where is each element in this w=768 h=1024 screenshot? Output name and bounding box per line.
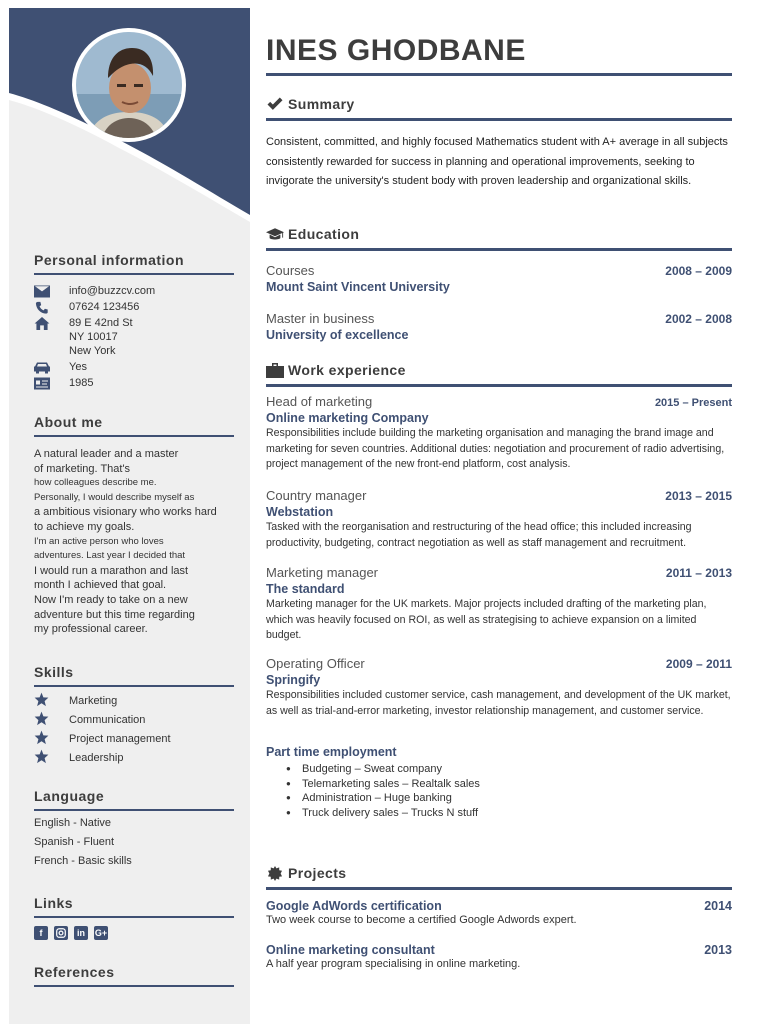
education-dates: 2008 – 2009: [665, 264, 732, 278]
work-role: Marketing manager: [266, 565, 378, 580]
email-value[interactable]: info@buzzcv.com: [69, 285, 156, 297]
projects-title: Projects: [288, 865, 347, 881]
skills-title: Skills: [34, 664, 234, 687]
about-line: Personally, I would describe myself as: [34, 491, 195, 503]
skill-label: Marketing: [69, 695, 118, 707]
about-line: how colleagues describe me.: [34, 477, 157, 489]
about-line: adventures. Last year I decided that: [34, 550, 186, 562]
project-description: A half year program specialising in online marketing.: [266, 958, 521, 970]
references-title: References: [34, 964, 234, 987]
skill-item: [34, 693, 234, 709]
project-description: Two week course to become a certified Google Adwords expert.: [266, 914, 577, 926]
education-entry: [266, 263, 732, 294]
birth-year-row: [34, 376, 234, 390]
projects-header: [266, 865, 732, 890]
work-company: Online marketing Company: [266, 411, 429, 425]
education-header: [266, 226, 732, 251]
skill-item: [34, 731, 234, 747]
summary-title: Summary: [288, 96, 355, 112]
work-description: Tasked with the reorganisation and restructuring of the head office; this included increasing productivity, budgeting, contract negotiation as well as staff management and recruitment.: [266, 521, 692, 549]
star-icon: [34, 711, 69, 729]
skill-label: Project management: [69, 733, 171, 745]
social-links: [34, 926, 234, 940]
personal-info-section: [34, 252, 234, 390]
skill-label: Communication: [69, 714, 146, 726]
project-year: 2013: [704, 943, 732, 957]
home-icon: [34, 316, 69, 330]
work-description: Responsibilities included customer service, cash management, and development of the UK market, as well as trial-and-error marketing, investor relationship management, and customer service.: [266, 689, 731, 717]
work-header: [266, 362, 732, 387]
list-item: ● Telemarketing sales – Realtalk sales: [286, 777, 480, 792]
education-school: University of excellence: [266, 328, 409, 342]
work-company: Springify: [266, 673, 321, 687]
briefcase-icon: [266, 363, 288, 378]
work-entry: [266, 656, 732, 719]
language-title: Language: [34, 788, 234, 811]
project-year: 2014: [704, 899, 732, 913]
about-line: I'm an active person who loves: [34, 535, 164, 547]
language-item: French - Basic skills: [34, 855, 132, 867]
work-role: Operating Officer: [266, 656, 365, 671]
education-dates: 2002 – 2008: [665, 312, 732, 326]
language-item: English - Native: [34, 817, 112, 829]
birth-year-value: 1985: [69, 377, 94, 389]
about-line: I would run a marathon and last: [34, 564, 189, 577]
about-line: Now I'm ready to take on a new: [34, 593, 188, 606]
id-card-icon: [34, 376, 69, 390]
star-icon: [34, 749, 69, 767]
phone-icon: [34, 300, 69, 314]
about-text: [34, 447, 234, 637]
work-description: Responsibilities include building the marketing organisation and managing the brand image and marketing for seven countries. Additional duties: negotiation and procurement of radio advertising, project management of the new front-end platform, cost analysis.: [266, 427, 725, 470]
work-title: Work experience: [288, 362, 406, 378]
skill-label: Leadership: [69, 752, 124, 764]
work-company: The standard: [266, 582, 345, 596]
about-line: to achieve my goals.: [34, 520, 135, 533]
project-title: Google AdWords certification: [266, 899, 442, 913]
envelope-icon: [34, 284, 69, 298]
about-line: A natural leader and a master: [34, 448, 179, 460]
sidebar: [9, 8, 250, 1024]
list-item: ● Truck delivery sales – Trucks N stuff: [286, 806, 480, 821]
work-role: Country manager: [266, 488, 367, 503]
phone-value[interactable]: 07624 123456: [69, 301, 140, 313]
graduation-cap-icon: [266, 227, 288, 242]
skill-item: [34, 712, 234, 728]
address-line-2: NY 10017: [69, 331, 118, 343]
work-dates: 2011 – 2013: [665, 566, 732, 580]
project-entry: [266, 899, 732, 926]
language-section: [34, 788, 234, 869]
car-icon: [34, 360, 69, 374]
language-item: Spanish - Fluent: [34, 836, 115, 848]
work-entry: [266, 488, 732, 551]
avatar: [72, 28, 186, 142]
summary-header: [266, 96, 732, 121]
email-row: [34, 284, 234, 298]
education-degree: Master in business: [266, 311, 375, 326]
google-plus-icon[interactable]: G+: [94, 928, 108, 938]
about-section: [34, 414, 234, 637]
check-icon: [266, 97, 288, 112]
skills-section: [34, 664, 234, 766]
references-section: [34, 964, 234, 987]
about-line: month I achieved that goal.: [34, 579, 167, 592]
address-line-3: New York: [69, 345, 116, 357]
about-line: my professional career.: [34, 623, 148, 636]
address-line-1: 89 E 42nd St: [69, 317, 133, 329]
project-entry: [266, 943, 732, 970]
about-line: adventure but this time regarding: [34, 608, 195, 621]
work-entry: [266, 394, 732, 473]
gear-icon: [266, 866, 288, 881]
summary-text: Consistent, committed, and highly focused Mathematics student with A+ average in all subjects consistently rewarded for success in planning and operational improvements, seeking to invigorate the university's student body with proven leadership and organizational skills.: [266, 136, 728, 187]
work-role: Head of marketing: [266, 394, 373, 409]
education-school: Mount Saint Vincent University: [266, 280, 450, 294]
about-line: of marketing. That's: [34, 462, 131, 475]
education-degree: Courses: [266, 263, 315, 278]
address-value: [69, 316, 133, 358]
about-line: a ambitious visionary who works hard: [34, 506, 217, 519]
work-company: Webstation: [266, 505, 334, 519]
skill-item: [34, 750, 234, 766]
part-time-title: Part time employment: [266, 745, 397, 759]
driving-license-row: [34, 360, 234, 374]
work-description: Marketing manager for the UK markets. Major projects included drafting of the marketing plan, which was heavily focused on ROI, as well as strategising to achieve expansion on a limited budget.: [266, 598, 707, 641]
education-title: Education: [288, 226, 360, 242]
phone-row: [34, 300, 234, 314]
list-item: ● Budgeting – Sweat company: [286, 762, 480, 777]
driving-license-value: Yes: [69, 361, 87, 373]
name-divider: [266, 73, 732, 76]
linkedin-icon[interactable]: in: [74, 926, 88, 940]
links-title: Links: [34, 895, 234, 918]
personal-info-title: Personal information: [34, 252, 234, 275]
address-row: [34, 316, 234, 358]
about-title: About me: [34, 414, 234, 437]
instagram-icon[interactable]: [54, 926, 68, 940]
star-icon: [34, 692, 69, 710]
facebook-icon[interactable]: f: [34, 926, 48, 940]
links-section: [34, 895, 234, 940]
part-time-list: [286, 762, 480, 820]
project-title: Online marketing consultant: [266, 943, 435, 957]
star-icon: [34, 730, 69, 748]
work-dates: 2015 – Present: [654, 397, 732, 409]
education-entry: [266, 311, 732, 342]
candidate-name: INES GHODBANE: [266, 34, 526, 67]
work-dates: 2013 – 2015: [665, 489, 732, 503]
profile-photo: [76, 32, 182, 138]
work-dates: 2009 – 2011: [665, 657, 732, 671]
list-item: ● Administration – Huge banking: [286, 791, 480, 806]
work-entry: [266, 565, 732, 644]
